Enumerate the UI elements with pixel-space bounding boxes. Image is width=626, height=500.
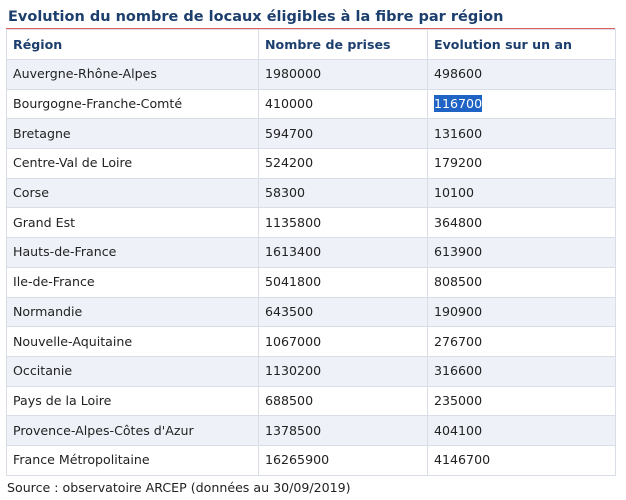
cell-region[interactable]: Pays de la Loire: [7, 386, 259, 416]
cell-prises[interactable]: 58300: [259, 178, 428, 208]
cell-evolution[interactable]: 316600: [428, 356, 616, 386]
cell-region[interactable]: Grand Est: [7, 208, 259, 238]
cell-prises[interactable]: 16265900: [259, 445, 428, 475]
cell-prises[interactable]: 1378500: [259, 416, 428, 446]
table-row: [7, 119, 616, 149]
table-row: [7, 208, 616, 238]
cell-region[interactable]: Corse: [7, 178, 259, 208]
column-header-region: Région: [7, 30, 259, 60]
table-row: [7, 89, 616, 119]
cell-region[interactable]: Provence-Alpes-Côtes d'Azur: [7, 416, 259, 446]
table-row: [7, 416, 616, 446]
cell-prises[interactable]: 643500: [259, 297, 428, 327]
table-row: [7, 386, 616, 416]
table-header-row: [7, 30, 616, 60]
cell-evolution[interactable]: 404100: [428, 416, 616, 446]
cell-region[interactable]: Hauts-de-France: [7, 238, 259, 268]
source-note: Source : observatoire ARCEP (données au 30/09/2019): [7, 479, 351, 495]
table-body: [7, 60, 616, 476]
cell-evolution[interactable]: 498600: [428, 60, 616, 90]
cell-evolution[interactable]: 364800: [428, 208, 616, 238]
table-title: Evolution du nombre de locaux éligibles à la fibre par région: [6, 6, 615, 29]
cell-evolution[interactable]: 276700: [428, 327, 616, 357]
table-row: [7, 149, 616, 179]
cell-evolution[interactable]: 808500: [428, 267, 616, 297]
column-header-prises: Nombre de prises: [259, 30, 428, 60]
cell-prises[interactable]: 5041800: [259, 267, 428, 297]
table-row: [7, 297, 616, 327]
table-row: [7, 238, 616, 268]
regions-table: [6, 29, 616, 476]
cell-evolution[interactable]: 235000: [428, 386, 616, 416]
table-row: [7, 267, 616, 297]
table-row: [7, 356, 616, 386]
cell-evolution[interactable]: 179200: [428, 149, 616, 179]
cell-region[interactable]: Nouvelle-Aquitaine: [7, 327, 259, 357]
cell-prises[interactable]: 1135800: [259, 208, 428, 238]
cell-region[interactable]: Bretagne: [7, 119, 259, 149]
cell-prises[interactable]: 524200: [259, 149, 428, 179]
table-row: [7, 445, 616, 475]
cell-prises[interactable]: 1613400: [259, 238, 428, 268]
content: [6, 6, 615, 495]
cell-region[interactable]: Auvergne-Rhône-Alpes: [7, 60, 259, 90]
cell-region[interactable]: Ile-de-France: [7, 267, 259, 297]
selected-text[interactable]: 116700: [434, 96, 483, 112]
table-row: [7, 327, 616, 357]
cell-evolution[interactable]: 190900: [428, 297, 616, 327]
cell-evolution[interactable]: 10100: [428, 178, 616, 208]
table-row: [7, 60, 616, 90]
cell-region[interactable]: France Métropolitaine: [7, 445, 259, 475]
column-header-evolution: Evolution sur un an: [428, 30, 616, 60]
cell-evolution[interactable]: 613900: [428, 238, 616, 268]
cell-region[interactable]: Normandie: [7, 297, 259, 327]
table-row: [7, 178, 616, 208]
cell-prises[interactable]: 594700: [259, 119, 428, 149]
cell-prises[interactable]: 410000: [259, 89, 428, 119]
cell-evolution[interactable]: 4146700: [428, 445, 616, 475]
cell-prises[interactable]: 1130200: [259, 356, 428, 386]
cell-prises[interactable]: 1980000: [259, 60, 428, 90]
cell-evolution[interactable]: [428, 89, 616, 119]
cell-region[interactable]: Centre-Val de Loire: [7, 149, 259, 179]
cell-evolution[interactable]: 131600: [428, 119, 616, 149]
cell-prises[interactable]: 1067000: [259, 327, 428, 357]
cell-prises[interactable]: 688500: [259, 386, 428, 416]
cell-region[interactable]: Occitanie: [7, 356, 259, 386]
cell-region[interactable]: Bourgogne-Franche-Comté: [7, 89, 259, 119]
